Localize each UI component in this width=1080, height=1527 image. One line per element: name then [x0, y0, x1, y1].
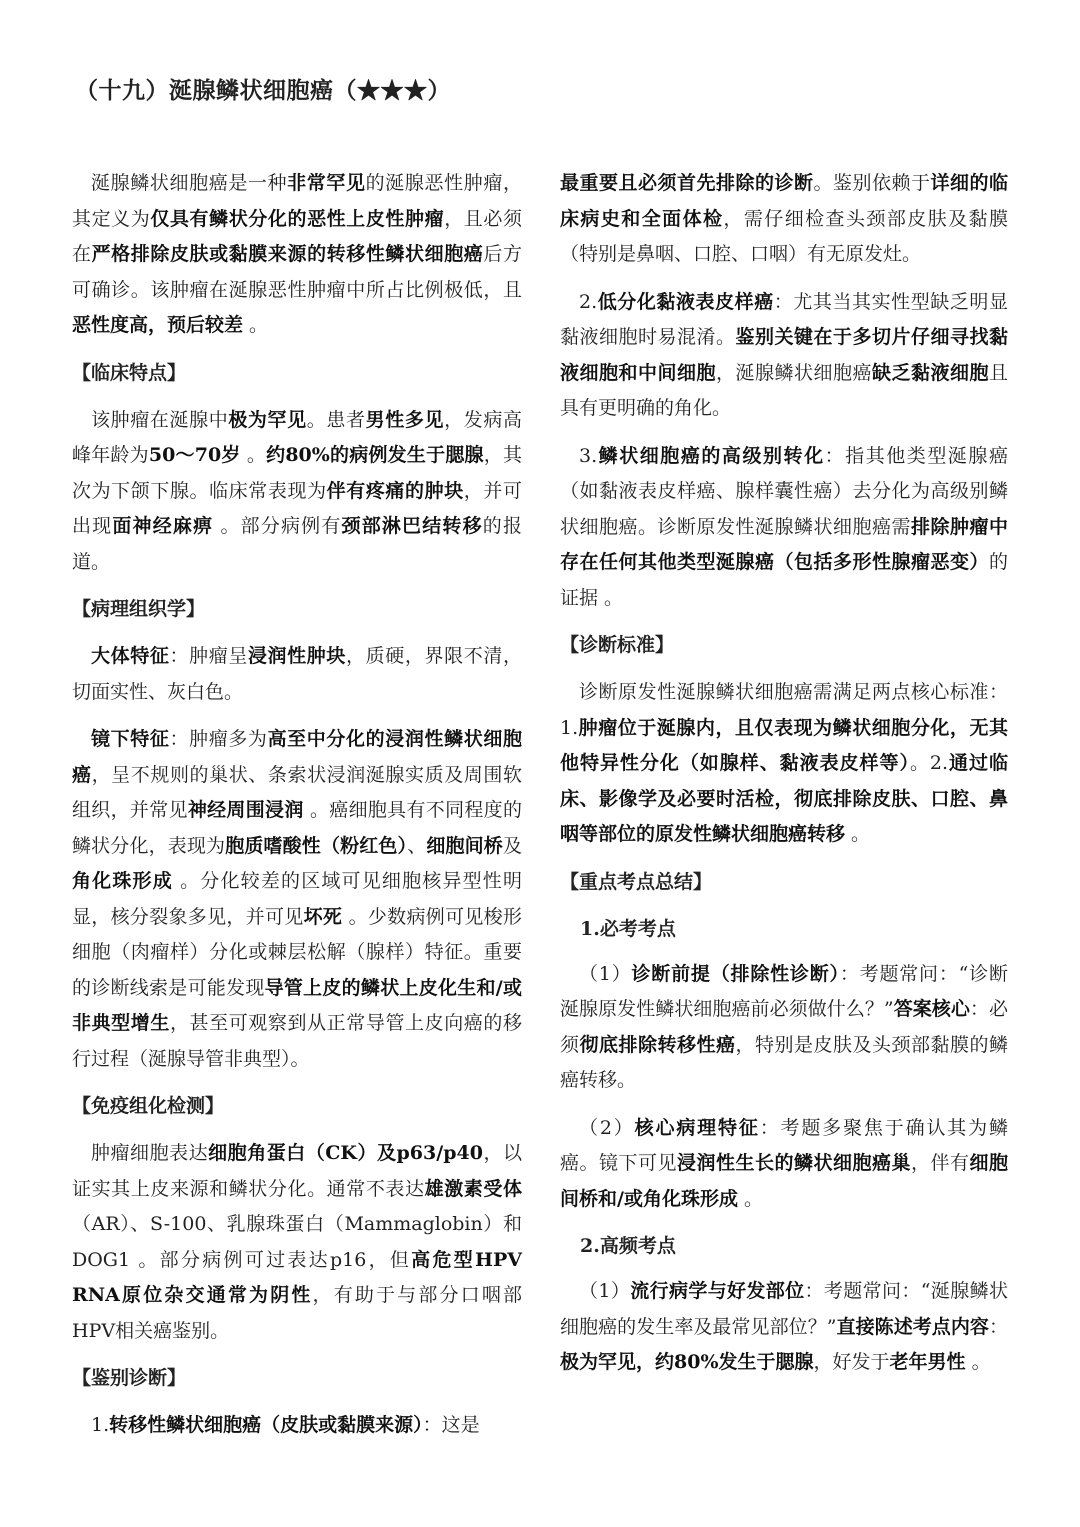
body-text: 该肿瘤在涎腺中: [91, 408, 229, 431]
body-text: ：这是: [422, 1414, 480, 1436]
emphasis-text: 细胞间桥和/或角化珠形成: [560, 1152, 1008, 1210]
body-text: ，涎腺鳞状细胞癌: [715, 361, 872, 384]
pathology-heading: 【病理组织学】: [72, 598, 206, 620]
body-text: ，有助于与部分口咽部HPV相关癌鉴别。: [72, 1284, 522, 1342]
emphasis-text: 极为罕见: [228, 408, 307, 431]
emphasis-text: 导管上皮的鳞状上皮化生和/或非典型增生: [72, 976, 522, 1034]
emphasis-text: 极为罕见，约80%发生于腮腺: [560, 1351, 814, 1373]
emphasis-text: 转移性鳞状细胞癌（皮肤或黏膜来源）: [109, 1414, 423, 1436]
emphasis-text: 50～70岁: [148, 444, 241, 466]
body-text: ，呈不规则的巢状、条索状浸润涎腺实质及周围软组织，并常见: [72, 763, 522, 821]
clinical-heading: 【临床特点】: [72, 361, 187, 384]
emphasis-text: 诊断前提（排除性诊断）: [631, 962, 840, 985]
emphasis-text: 雄激素受体: [424, 1177, 522, 1200]
body-text: 。患者: [306, 408, 366, 431]
body-text: ：肿瘤呈: [169, 645, 248, 667]
emphasis-text: 老年男性: [889, 1351, 966, 1373]
body-text: 的报道。: [72, 515, 522, 573]
body-text: （1）: [579, 1280, 631, 1302]
body-text: 。: [965, 1351, 991, 1373]
emphasis-text: 高危型HPV RNA原位杂交通常为阴性: [72, 1248, 522, 1306]
emphasis-text: 约80%的病例发生于腮腺: [266, 444, 484, 466]
ihc-paragraph: [72, 1136, 522, 1349]
body-text: 。: [240, 444, 267, 466]
body-text: 肿瘤细胞表达: [91, 1142, 209, 1164]
body-text: ：肿瘤多为: [169, 728, 268, 750]
body-text: ，以证实其上皮来源和鳞状分化。通常不表达: [72, 1142, 522, 1200]
body-text: ：考题多聚焦于确认其为鳞癌。镜下可见: [560, 1116, 1008, 1174]
emphasis-text: 严格排除皮肤或黏膜来源的转移性鳞状细胞癌: [91, 243, 484, 265]
emphasis-text: 细胞间桥: [426, 834, 503, 857]
emphasis-text: 直接陈述考点内容: [836, 1315, 989, 1338]
criteria-heading: 【诊断标准】: [560, 634, 675, 656]
emphasis-text: 伴有疼痛的肿块: [326, 479, 464, 502]
emphasis-text: 鳞状细胞癌的高级别转化: [597, 444, 825, 467]
body-text: 。分化较差的区域可见细胞核异型性明显，核分裂象多见，并可见: [72, 870, 522, 928]
right-column: [560, 166, 1008, 1393]
emphasis-text: 坏死: [303, 905, 343, 928]
body-text: ，质硬，界限不清，切面实性、灰白色。: [72, 645, 522, 703]
body-text: 及: [502, 834, 522, 857]
emphasis-text: 高至中分化的浸润性鳞状细胞癌: [72, 728, 522, 786]
body-text: ：指其他类型涎腺癌（如黏液表皮样癌、腺样囊性癌）去分化为高级别鳞状细胞癌。诊断原发性涎腺鳞状细胞癌需: [560, 444, 1008, 538]
body-text: （2）: [579, 1116, 635, 1139]
body-text: 1.: [91, 1414, 110, 1436]
gross-paragraph: [72, 639, 522, 710]
emphasis-text: 鉴别关键在于多切片仔细寻找黏液细胞和中间细胞: [560, 326, 1008, 384]
emphasis-text: 详细的临床病史和全面体检: [560, 172, 1008, 230]
body-text: ，伴有: [910, 1152, 970, 1174]
body-text: 、: [407, 834, 427, 857]
emphasis-text: 彻底排除转移性癌: [579, 1033, 736, 1056]
body-text: 诊断原发性涎腺鳞状细胞癌需满足两点核心标准：1.: [560, 681, 1008, 739]
body-text: 。少数病例可见梭形细胞（肉瘤样）分化或棘层松解（腺样）特征。重要的诊断线索是可能发现: [72, 905, 522, 999]
micro-paragraph: [72, 722, 522, 1077]
summary-heading: 【重点考点总结】: [560, 870, 713, 893]
body-text: ，好发于: [813, 1351, 890, 1373]
body-text: 3.: [579, 444, 598, 467]
body-text: ，需仔细检查头颈部皮肤及黏膜（特别是鼻咽、口腔、口咽）有无原发灶。: [560, 207, 1008, 265]
body-text: 。鉴别依赖于: [813, 172, 931, 194]
body-text: 。: [737, 1187, 763, 1210]
emphasis-text: 缺乏黏液细胞: [871, 361, 989, 384]
emphasis-text: 角化珠形成: [72, 870, 173, 892]
body-text: 且具有更明确的角化。: [560, 361, 1008, 419]
emphasis-text: 浸润性生长的鳞状细胞癌巢: [676, 1152, 911, 1174]
emphasis-text: 最重要且必须首先排除的诊断: [560, 172, 814, 194]
emphasis-text: 核心病理特征: [634, 1116, 760, 1139]
differential-heading: 【鉴别诊断】: [72, 1367, 187, 1389]
emphasis-text: 仅具有鳞状分化的恶性上皮性肿瘤: [150, 207, 445, 230]
clinical-paragraph: [72, 403, 522, 581]
body-text: ：考题常问：“诊断涎腺原发性鳞状细胞癌前必须做什么？”: [560, 962, 1008, 1020]
differential-item-1-continued: [560, 166, 1008, 273]
emphasis-text: 面神经麻痹: [112, 515, 214, 537]
emphasis-text: 大体特征: [91, 645, 170, 667]
emphasis-text: 胞质嗜酸性（粉红色）: [225, 834, 408, 857]
body-text: ，并可出现: [72, 479, 522, 537]
emphasis-text: 通过临床、影像学及必要时活检，彻底排除皮肤、口腔、鼻咽等部位的原发性鳞状细胞癌转移: [560, 752, 1008, 845]
body-text: 的证据 。: [560, 551, 1008, 609]
body-text: 。: [243, 314, 269, 336]
emphasis-text: 细胞角蛋白（CK）及p63/p40: [208, 1142, 483, 1164]
body-text: ，其次为下颌下腺。临床常表现为: [72, 444, 522, 502]
emphasis-text: 低分化黏液表皮样癌: [597, 290, 774, 313]
emphasis-text: 浸润性肿块: [247, 645, 347, 667]
differential-item-1: [72, 1408, 522, 1444]
body-text: ，特别是皮肤及头颈部黏膜的鳞癌转移。: [560, 1033, 1008, 1091]
body-text: 涎腺鳞状细胞癌是一种: [91, 172, 288, 194]
body-text: ，且必须在: [72, 207, 522, 265]
section-title: （十九）涎腺鳞状细胞癌（★★★）: [75, 77, 451, 104]
differential-item-3: [560, 439, 1008, 617]
body-text: ，发病高峰年龄为: [72, 408, 522, 466]
emphasis-text: 流行病学与好发部位: [630, 1280, 805, 1302]
criteria-paragraph: [560, 675, 1008, 853]
body-text: ：: [988, 1315, 1008, 1338]
body-text: 后方可确诊。该肿瘤在涎腺恶性肿瘤中所占比例极低，且: [72, 243, 522, 301]
body-text: 。2.: [909, 752, 949, 774]
must-know-item-1: [560, 957, 1008, 1099]
ihc-heading: 【免疫组化检测】: [72, 1095, 225, 1117]
intro-paragraph: [72, 166, 522, 344]
emphasis-text: 非常罕见: [287, 172, 366, 194]
body-text: ：必须: [560, 998, 1008, 1056]
differential-item-2: [560, 285, 1008, 427]
emphasis-text: 颈部淋巴结转移: [341, 515, 483, 537]
emphasis-text: 排除肿瘤中存在任何其他类型涎腺癌（包括多形性腺瘤恶变）: [560, 515, 1008, 573]
body-text: ：考题常问：“涎腺鳞状细胞癌的发生率及最常见部位？”: [560, 1280, 1008, 1338]
body-text: （1）: [579, 962, 632, 985]
emphasis-text: 答案核心: [893, 998, 970, 1020]
body-text: ：尤其当其实性型缺乏明显黏液细胞时易混淆。: [560, 290, 1008, 348]
body-text: 。: [845, 823, 871, 845]
body-text: ，甚至可观察到从正常导管上皮向癌的移行过程（涎腺导管非典型）。: [72, 1012, 522, 1070]
emphasis-text: 神经周围浸润: [187, 799, 304, 821]
body-text: 的涎腺恶性肿瘤，其定义为: [72, 172, 522, 230]
body-text: （AR）、S-100、乳腺珠蛋白（Mammaglobin）和DOG1 。部分病例可过表达p16，但: [72, 1213, 522, 1271]
emphasis-text: 恶性度高，预后较差: [72, 314, 244, 336]
left-column: [72, 166, 522, 1456]
body-text: 。癌细胞具有不同程度的鳞状分化，表现为: [72, 799, 522, 857]
must-know-item-2: [560, 1111, 1008, 1218]
emphasis-text: 镜下特征: [91, 728, 170, 750]
emphasis-text: 肿瘤位于涎腺内，且仅表现为鳞状细胞分化，无其他特异性分化（如腺样、黏液表皮样等）: [560, 716, 1008, 774]
body-text: 2.: [579, 290, 598, 313]
must-know-heading: 1.必考考点: [580, 917, 676, 940]
body-text: 。部分病例有: [213, 515, 342, 537]
emphasis-text: 男性多见: [365, 408, 445, 431]
high-frequency-item-1: [560, 1274, 1008, 1381]
high-frequency-heading: 2.高频考点: [580, 1235, 676, 1257]
